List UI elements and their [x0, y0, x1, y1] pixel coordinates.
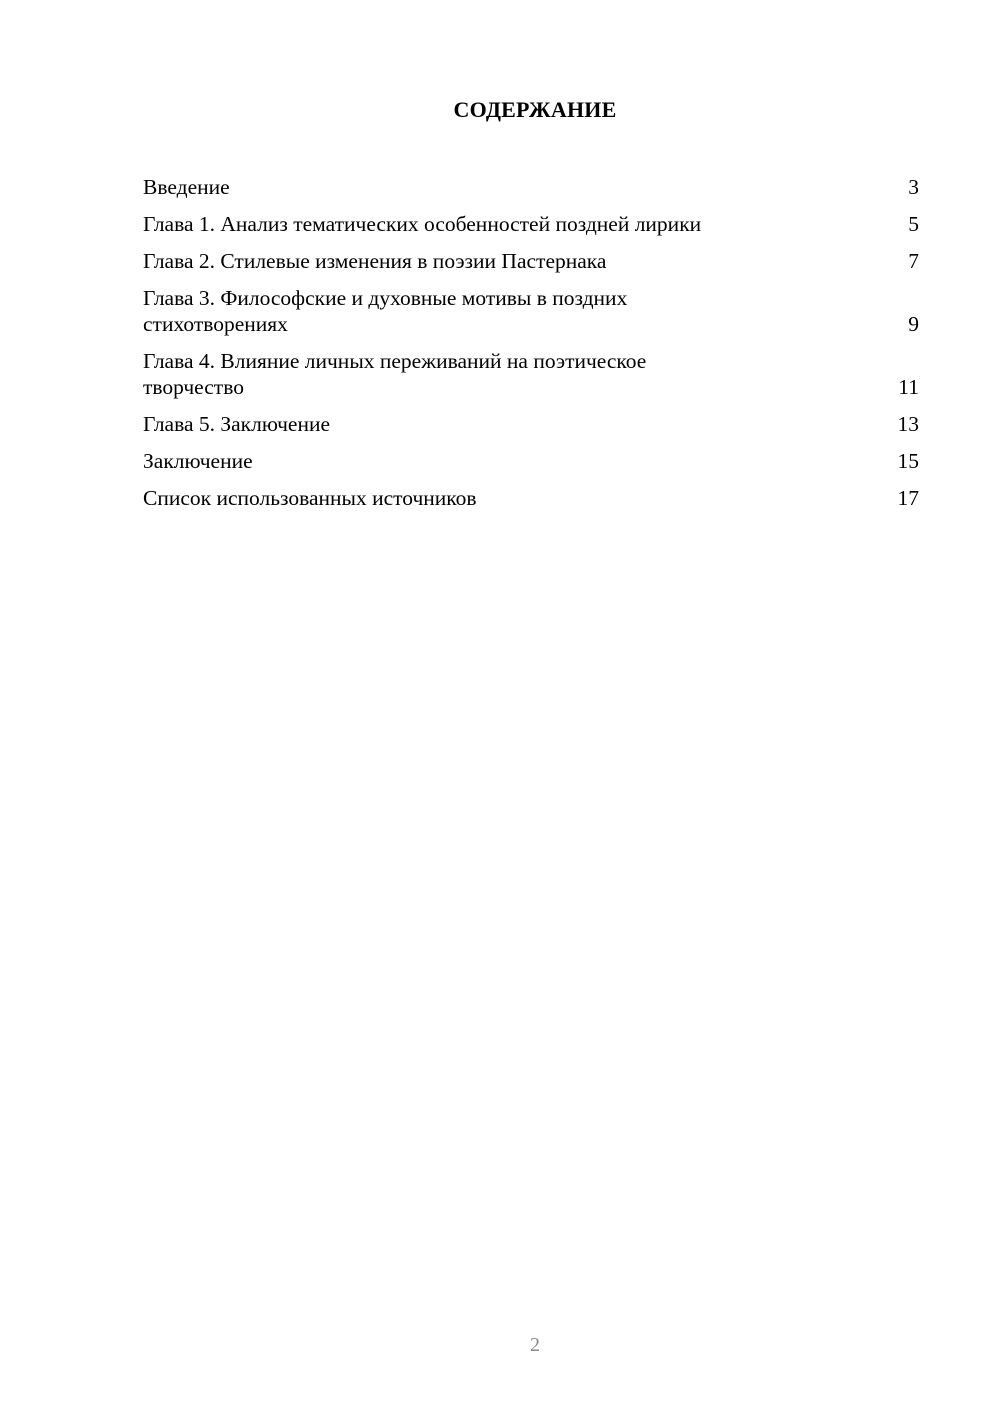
toc-entry-title: Заключение — [143, 449, 253, 473]
toc-entry-chapter-2[interactable] — [143, 243, 919, 280]
toc-entry-page: 5 — [908, 212, 919, 236]
page-number: 2 — [530, 1334, 540, 1356]
toc-entry-title: Список использованных источников — [143, 486, 477, 510]
toc-entry-title: Глава 5. Заключение — [143, 412, 331, 436]
toc-entry-page: 17 — [897, 486, 919, 510]
toc-entry-page: 15 — [897, 449, 919, 473]
toc-heading: СОДЕРЖАНИЕ — [453, 97, 617, 122]
toc-entry-chapter-1[interactable] — [143, 206, 919, 243]
toc-entry-title: Глава 4. Влияние личных переживаний на поэтическое творчество — [143, 349, 647, 399]
toc-entry-references[interactable] — [143, 480, 919, 517]
toc-entry-chapter-4[interactable] — [143, 343, 919, 406]
toc-entry-page: 3 — [908, 175, 919, 199]
toc-entry-title: Введение — [143, 175, 230, 199]
table-of-contents — [143, 169, 919, 517]
toc-entry-page: 13 — [897, 412, 919, 436]
toc-entry-page: 9 — [908, 312, 919, 336]
toc-entry-title: Глава 3. Философские и духовные мотивы в поздних стихотворениях — [143, 286, 628, 336]
toc-entry-page: 11 — [898, 375, 919, 399]
toc-entry-conclusion[interactable] — [143, 443, 919, 480]
toc-entry-chapter-5[interactable] — [143, 406, 919, 443]
toc-entry-title: Глава 2. Стилевые изменения в поэзии Пастернака — [143, 249, 607, 273]
toc-entry-title: Глава 1. Анализ тематических особенностей поздней лирики — [143, 212, 702, 236]
toc-entry-page: 7 — [908, 249, 919, 273]
toc-entry-introduction[interactable] — [143, 169, 919, 206]
toc-entry-chapter-3[interactable] — [143, 280, 919, 343]
